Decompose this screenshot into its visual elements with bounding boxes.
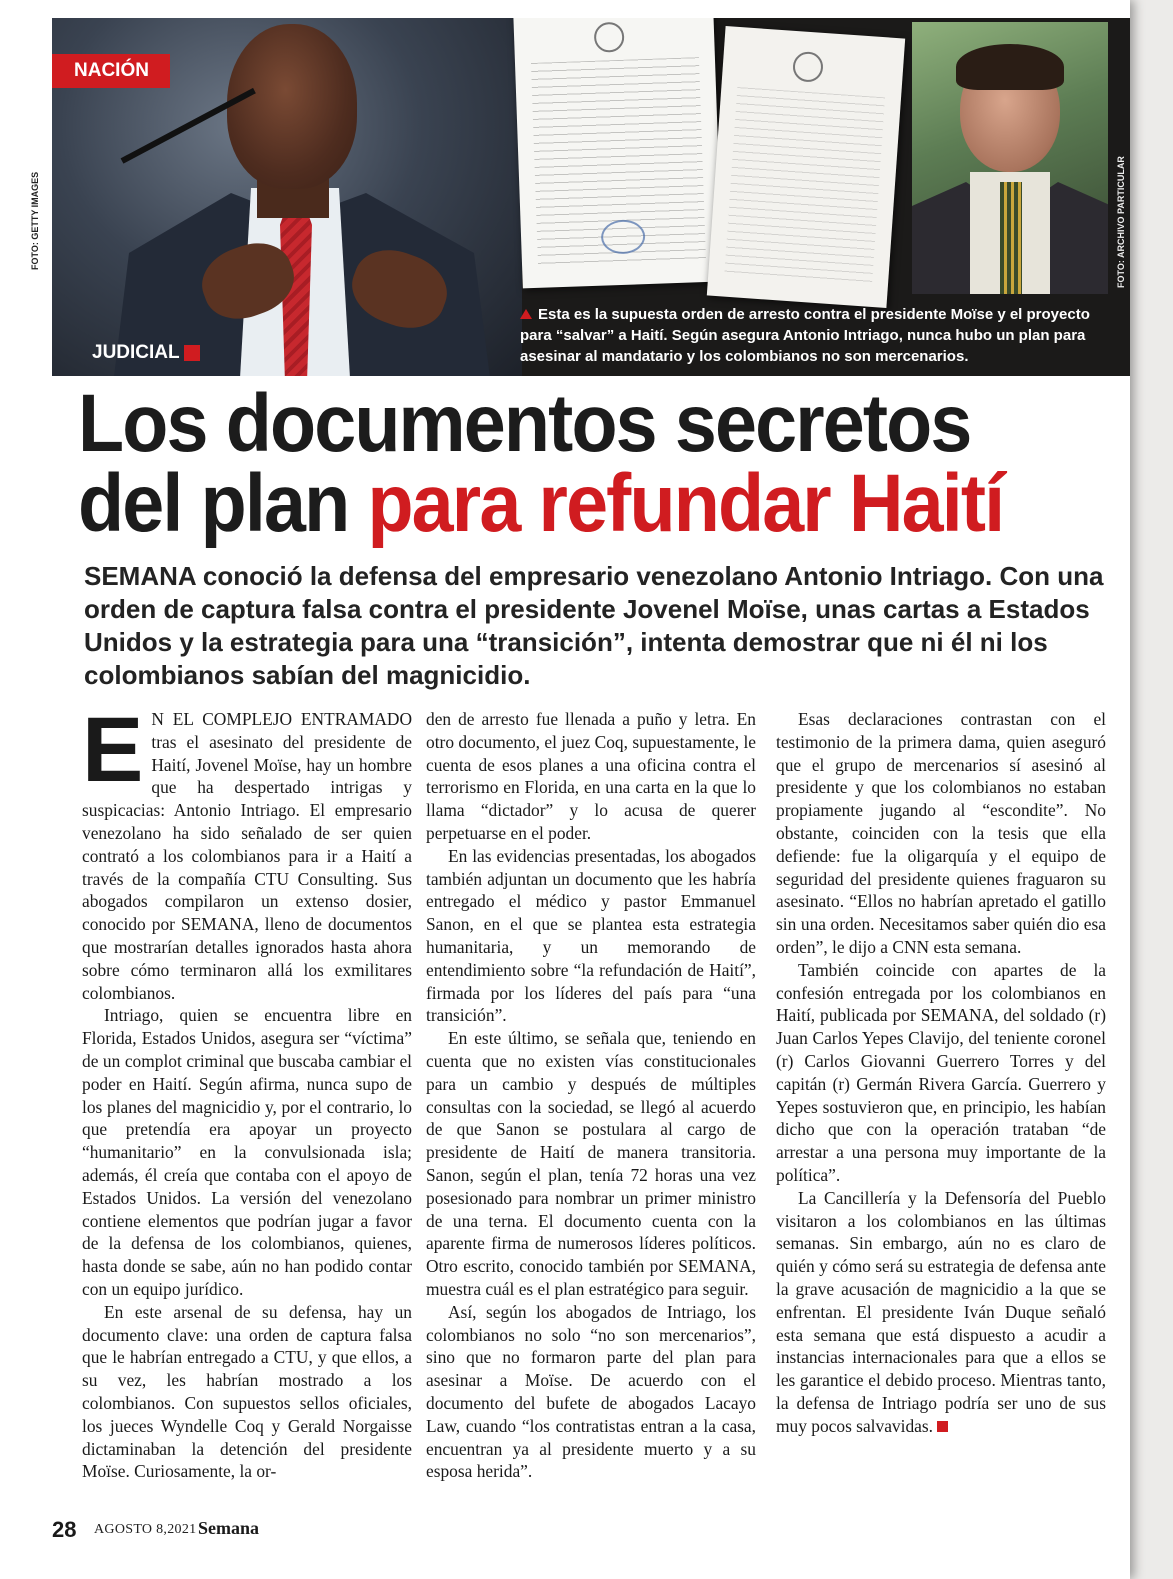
photo-caption: [520, 304, 1120, 367]
kicker-label: JUDICIAL: [92, 342, 180, 363]
kicker-tag: [92, 342, 200, 364]
headline: [78, 378, 1035, 549]
article-column-3: [776, 708, 1106, 1438]
section-tag: NACIÓN: [52, 54, 170, 88]
photo-credit-right: FOTO: ARCHIVO PARTICULAR: [1116, 156, 1126, 288]
paragraph: En este arsenal de su defensa, hay un documento clave: una orden de captura falsa que le habrían entregado a CTU, y que ellos, a su vez, les habrían mostrado a los colombianos. Con supuestos sellos oficiales, los jueces Wyndelle Coq y Gerald Norgaisse dictaminaban la detención del presidente Moïse. Curiosamente, la or-: [82, 1301, 412, 1482]
article-column-1: [82, 699, 412, 1483]
paragraph: En este último, se señala que, teniendo en cuenta que no existen vías constitucionales para un cambio y después de múltiples consultas con la sociedad, se llegó al acuerdo de que Sanon se postulara al cargo de presidente de Haití de manera transitoria. Sanon, según el plan, tenía 72 horas una vez posesionado para nombrar un primer ministro de una terna. El documento cuenta con la aparente firma de numerosos líderes políticos. Otro escrito, conocido también por SEMANA, muestra cuál es el plan estratégico para seguir.: [426, 1028, 756, 1299]
paragraph: Esas declaraciones contrastan con el testimonio de la primera dama, quien aseguró que el grupo de mercenarios sí asesinó al presidente y que los colombianos no estaban propiamente jugando al “escondite”. No obstante, coinciden con la tesis que ella defiende: fue la oligarquía y el equipo de seguridad del presidente quienes fraguaron su asesinato. “Ellos no habrían apretado el gatillo sin una orden. Necesitamos saber quién dio esa orden”, le dijo a CNN esta semana.: [776, 709, 1106, 957]
headline-line2-dark: del plan: [78, 458, 368, 549]
issue-date: AGOSTO 8,2021: [94, 1522, 197, 1537]
red-square-icon: [184, 345, 200, 361]
seal-icon: [594, 22, 625, 53]
drop-cap: E: [82, 699, 144, 801]
paragraph: Intriago, quien se encuentra libre en Florida, Estados Unidos, asegura ser “víctima” de un complot criminal que buscaba cambiar el poder en Haití. Según afirma, nunca supo de los planes del magnicidio y, por el contrario, lo que pretendía era apoyar un proyecto “humanitario” en la convulsionada isla; además, él creía que contaba con el apoyo de Estados Unidos. La versión del venezolano contiene elementos que podrían jugar a favor de la defensa de los colombianos, quienes, hasta donde se sabe, aún no han podido contar con un equipo jurídico.: [82, 1005, 412, 1299]
photo-band: [52, 18, 1130, 376]
magazine-name: Semana: [198, 1518, 260, 1538]
paragraph-last: [776, 1187, 1106, 1438]
red-triangle-icon: [520, 309, 532, 319]
paragraph: Así, según los abogados de Intriago, los colombianos no solo “no son mercenarios”, sino que no formaron parte del plan para asesinar a Moïse. De acuerdo con el documento del bufete de abogados Lacayo Law, cuando “los contratistas entran a la casa, encuentran ya al presidente muerto y a su esposa herida”.: [426, 1301, 756, 1482]
paragraph: den de arresto fue llenada a puño y letra. En otro documento, el juez Coq, supuestamente, le cuenta de esos planes a una oficina contra el terrorismo en Florida, en una carta en la que lo llama “dictador” y lo acusa de querer perpetuarse en el poder.: [426, 709, 756, 843]
seal-icon: [792, 51, 824, 83]
paragraph: En las evidencias presentadas, los abogados también adjuntan un documento que les habría entregado el médico y pastor Emmanuel Sanon, en el que se plantea esta estrategia humanitaria, y un memorando de entendimiento sobre “la refundación de Haití”, firmada por los líderes del país para “una transición”.: [426, 845, 756, 1026]
intriago-photo: [912, 22, 1108, 294]
arrest-order-document-image: [513, 18, 722, 288]
page-number: 28: [52, 1517, 77, 1542]
photo-credit-left: FOTO: GETTY IMAGES: [30, 171, 40, 270]
paragraph-text: La Cancillería y la Defensoría del Pueblo visitaron a los colombianos en las últimas semanas. Sin embargo, aún no es claro de quién y cómo será su estrategia de defensa ante la grave acusación de magnicidio a la que se enfrentan. El presidente Iván Duque señaló esta semana que está dispuesto a acudir a instancias internacionales para que a ellos se les garantice el debido proceso. Mientras tanto, la defensa de Intriago podría ser uno de sus muy pocos salvavidas.: [776, 1187, 1106, 1436]
headline-line2-red: para refundar Haití: [367, 458, 1004, 549]
end-mark-icon: [937, 1421, 948, 1432]
paragraph: También coincide con apartes de la confesión entregada por los colombianos en Haití, publicada por SEMANA, del soldado (r) Juan Carlos Yepes Clavijo, del teniente coronel (r) Carlos Giovanni Guerrero Torres y del capitán (r) Germán Rivera García. Guerrero y Yepes sostuvieron que, en principio, les habían dicho que con la operación trataban “de arrestar a una persona muy importante de la política”.: [776, 959, 1106, 1185]
memorandum-document-image: [707, 26, 905, 308]
deck: SEMANA conoció la defensa del empresario venezolano Antonio Intriago. Con una orden de captura falsa contra el presidente Jovenel Moïse, unas cartas a Estados Unidos y la estrategia para una “transición”, intenta demostrar que ni él ni los colombianos sabían del magnicidio.: [84, 561, 1104, 690]
article-column-2: [426, 708, 756, 1483]
headline-line1: Los documentos secretos: [78, 378, 971, 469]
paragraph: N EL COMPLEJO ENTRAMADO tras el asesinato del presidente de Haití, Jovenel Moïse, hay un hombre que ha despertado intrigas y suspicacias: Antonio Intriago. El empresario venezolano ha sido señalado de ser quien contrató a los colombianos para ir a Haití a través de la compañía CTU Consulting. Sus abogados compilaron un extenso dosier, conocido por SEMANA, lleno de documentos que mostrarían detalles ignorados hasta ahora sobre cómo terminaron allá los exmilitares colombianos.: [82, 709, 412, 1003]
caption-text: Esta es la supuesta orden de arresto contra el presidente Moïse y el proyecto para “salvar” a Haití. Según asegura Antonio Intriago, nunca hubo un plan para asesinar al mandatario y los colombianos no son mercenarios.: [520, 306, 1090, 365]
